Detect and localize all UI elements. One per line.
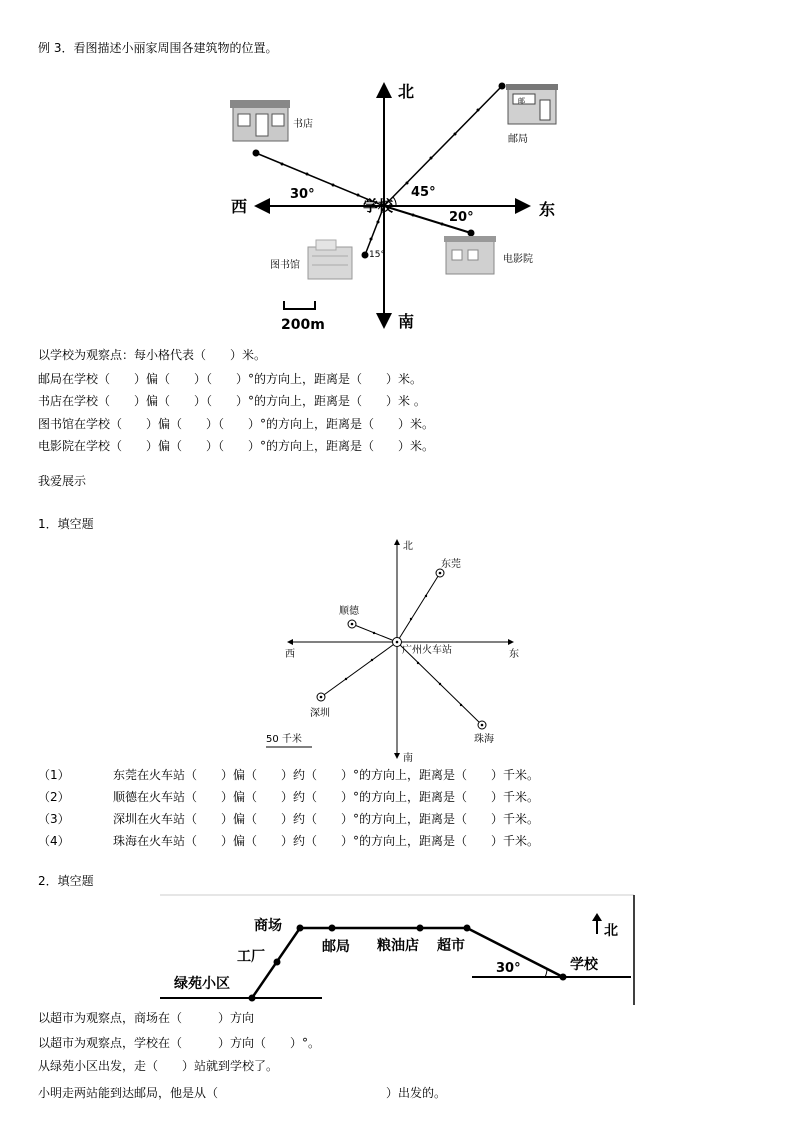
example-question-1: 以学校为观察点：每小格代表（ ）米。	[38, 348, 267, 362]
ex-label-west: 西	[231, 197, 248, 216]
svg-text:邮: 邮	[518, 97, 525, 105]
cinema-dot	[468, 230, 475, 237]
q1-label-south: 南	[403, 753, 413, 764]
q2-label-north: 北	[604, 923, 618, 939]
example-question-5: 电影院在学校（ ）偏（ ）（ ）°的方向上，距离是（ ）米。	[38, 439, 435, 453]
ex-label-cinema: 电影院	[503, 254, 533, 265]
q1-item-1	[38, 768, 540, 782]
q2-north-arrowhead	[592, 913, 602, 921]
q1-item-text: 深圳在火车站（ ）偏（ ）约（ ）°的方向上，距离是（ ）千米。	[113, 812, 540, 826]
example-title: 例 3．看图描述小丽家周围各建筑物的位置。	[38, 41, 278, 55]
library-building-icon	[308, 240, 352, 279]
q1-label-shunde: 顺德	[339, 606, 359, 617]
ray-post	[384, 86, 502, 206]
q1-ray-shenzhen	[321, 642, 397, 697]
q1-label-east: 东	[509, 649, 519, 660]
ex-angle-west: 30°	[290, 187, 315, 202]
post-office-building-icon	[506, 84, 558, 124]
q1-item-2	[38, 790, 540, 804]
q1-item-text: 东莞在火车站（ ）偏（ ）约（ ）°的方向上，距离是（ ）千米。	[113, 768, 540, 782]
ex-label-post: 邮局	[508, 134, 528, 145]
q2-question-2: 以超市为观察点，学校在（ ）方向（ ）°。	[38, 1036, 321, 1050]
ex-angle-east: 20°	[449, 210, 474, 225]
q2-title: 2．填空题	[38, 874, 94, 888]
example-question-2: 邮局在学校（ ）偏（ ）（ ）°的方向上，距离是（ ）米。	[38, 372, 423, 386]
library-dot	[362, 252, 369, 259]
q1-label-station: 广州火车站	[402, 645, 452, 656]
example-question-4: 图书馆在学校（ ）偏（ ）（ ）°的方向上，距离是（ ）米。	[38, 417, 435, 431]
q2-route-map	[0, 890, 794, 1010]
q2-label-post: 邮局	[322, 939, 350, 955]
q1-label-north: 北	[403, 541, 413, 552]
ex-angle-ne: 45°	[411, 185, 436, 200]
q2-label-lvyuan: 绿苑小区	[174, 976, 230, 992]
q1-item-num: （4）	[38, 834, 70, 848]
bookstore-dot	[253, 150, 260, 157]
q1-item-num: （3）	[38, 812, 70, 826]
q2-question-4: 小明走两站能到达邮局，他是从（ ）出发的。	[38, 1086, 447, 1100]
q2-label-angle: 30°	[496, 961, 521, 976]
post-dot	[499, 83, 506, 90]
q1-ray-dongguan	[397, 573, 440, 642]
q2-angle-arc	[545, 969, 547, 977]
q2-question-1: 以超市为观察点，商场在（ ）方向	[38, 1011, 255, 1025]
q1-label-zhuhai: 珠海	[474, 734, 494, 745]
ex-label-library: 图书馆	[270, 260, 300, 271]
scale-bar	[284, 301, 315, 309]
bookstore-building-icon	[230, 100, 290, 141]
q2-label-grain: 粮油店	[377, 938, 419, 954]
q1-direction-map	[0, 530, 794, 765]
section-title: 我爱展示	[38, 474, 87, 488]
ex-label-bookstore: 书店	[293, 119, 313, 130]
q1-item-3	[38, 812, 540, 826]
q2-label-factory: 工厂	[237, 949, 265, 965]
q2-label-school: 学校	[570, 957, 598, 973]
q1-item-4	[38, 834, 540, 848]
ex-label-south: 南	[398, 312, 415, 331]
ex-label-north: 北	[398, 82, 415, 101]
q2-label-supermarket: 超市	[437, 938, 465, 954]
cinema-building-icon	[444, 236, 496, 274]
ex-label-east: 东	[539, 200, 556, 219]
q2-label-mall: 商场	[254, 918, 282, 934]
q1-label-shenzhen: 深圳	[310, 708, 330, 719]
ex-angle-sw: 15°	[369, 250, 385, 260]
q1-item-text: 顺德在火车站（ ）偏（ ）约（ ）°的方向上，距离是（ ）千米。	[113, 790, 540, 804]
arc-45	[393, 197, 396, 206]
q1-item-text: 珠海在火车站（ ）偏（ ）约（ ）°的方向上，距离是（ ）千米。	[113, 834, 540, 848]
q1-scale-label: 50 千米	[266, 734, 302, 745]
ex-label-school: 学校	[363, 197, 394, 215]
q1-item-num: （2）	[38, 790, 70, 804]
q1-item-num: （1）	[38, 768, 70, 782]
example-question-3: 书店在学校（ ）偏（ ）（ ）°的方向上，距离是（ ）米 。	[38, 394, 426, 408]
q1-label-west: 西	[285, 649, 295, 660]
q2-question-3: 从绿苑小区出发，走（ ）站就到学校了。	[38, 1059, 279, 1073]
ex-scale-label: 200m	[281, 317, 325, 333]
q1-title: 1．填空题	[38, 517, 94, 531]
q1-label-dongguan: 东莞	[441, 559, 461, 570]
